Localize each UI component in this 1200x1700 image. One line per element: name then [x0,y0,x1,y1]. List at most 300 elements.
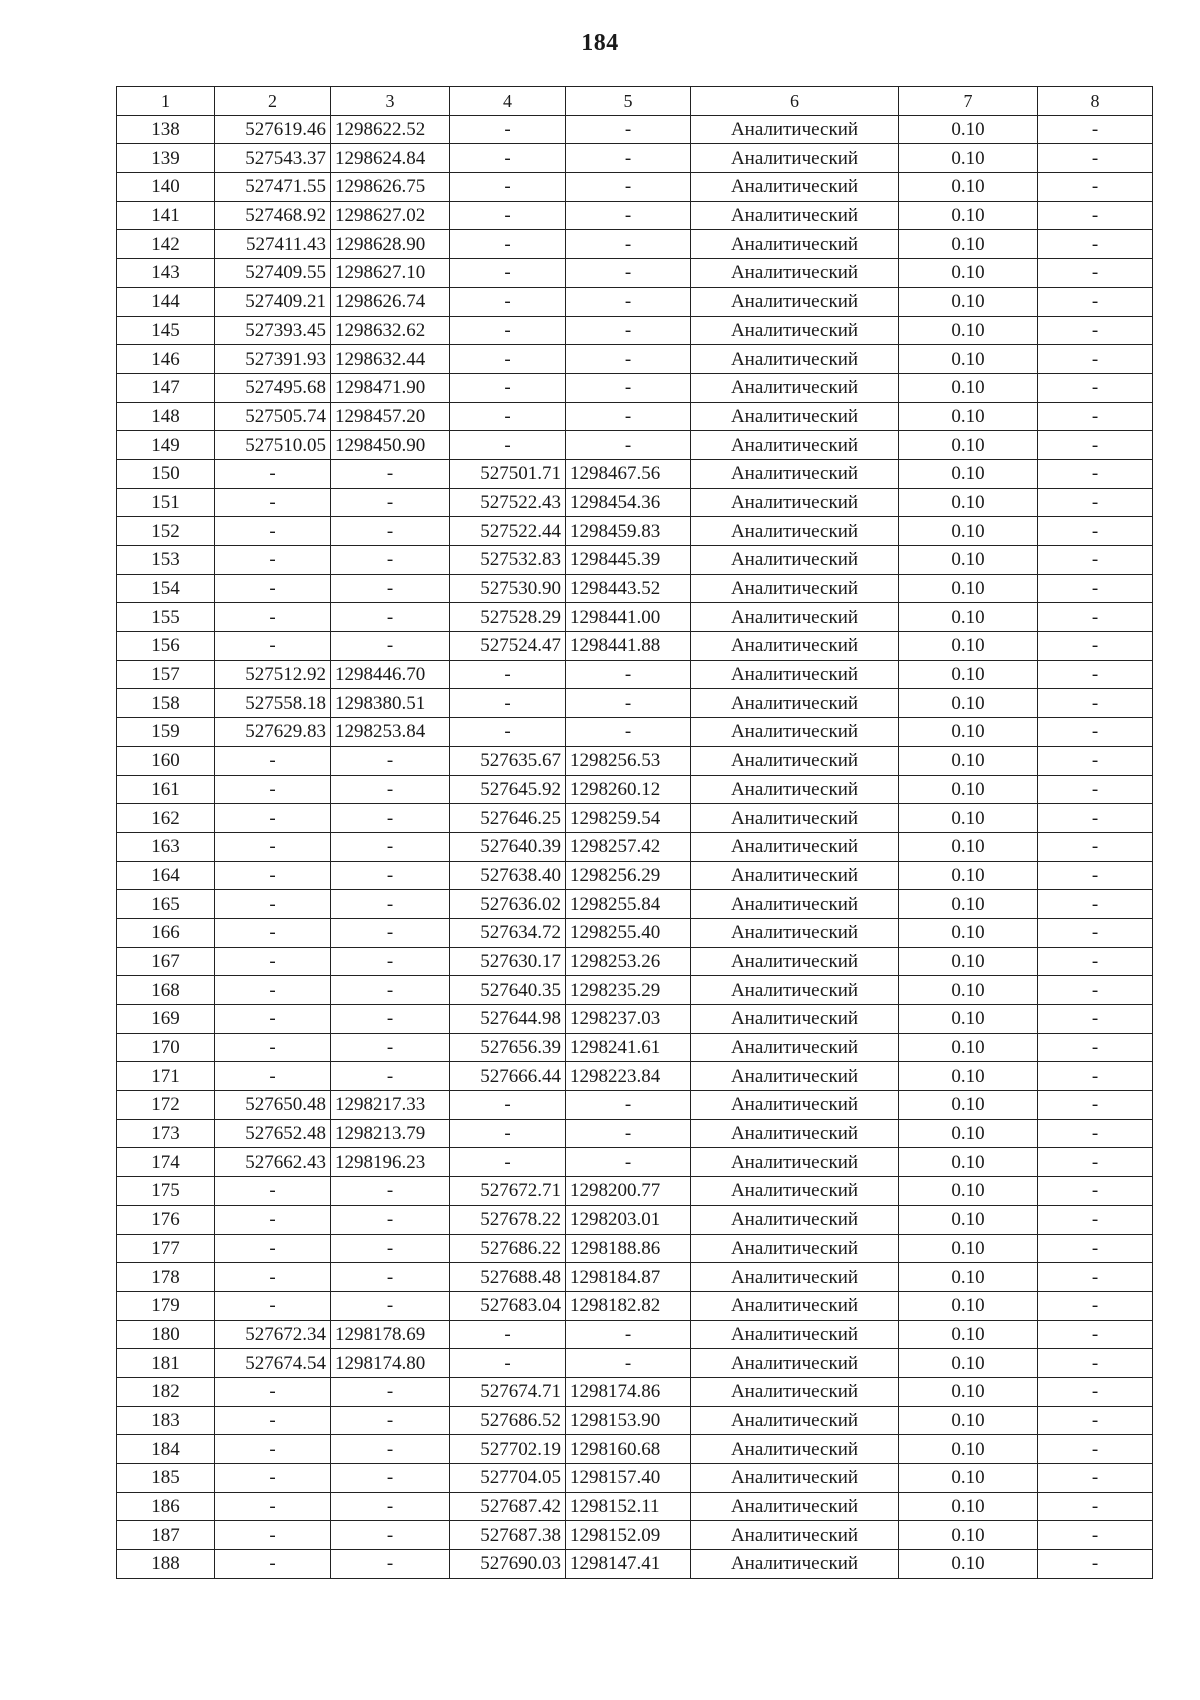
table-row [117,947,1153,976]
method-cell: Аналитический [691,804,899,833]
accuracy-cell: 0.10 [899,746,1038,775]
method-cell: Аналитический [691,488,899,517]
coord-x-existing-cell: 527510.05 [215,431,331,460]
coord-y-new-cell: - [566,1148,691,1177]
note-cell: - [1038,1062,1153,1091]
note-cell: - [1038,632,1153,661]
method-cell: Аналитический [691,431,899,460]
accuracy-cell: 0.10 [899,259,1038,288]
accuracy-cell: 0.10 [899,144,1038,173]
method-cell: Аналитический [691,632,899,661]
coord-y-new-cell: 1298200.77 [566,1177,691,1206]
coord-x-existing-cell: 527505.74 [215,402,331,431]
note-cell: - [1038,459,1153,488]
table-row [117,1234,1153,1263]
method-cell: Аналитический [691,947,899,976]
coord-x-new-cell: - [450,689,566,718]
accuracy-cell: 0.10 [899,1091,1038,1120]
coord-y-existing-cell: - [331,517,450,546]
column-header-3: 3 [331,87,450,116]
coordinates-table [116,86,1153,1579]
point-number-cell: 154 [117,574,215,603]
coord-x-new-cell: 527640.35 [450,976,566,1005]
table-row [117,1406,1153,1435]
coord-x-existing-cell: - [215,1205,331,1234]
coord-y-new-cell: - [566,259,691,288]
note-cell: - [1038,546,1153,575]
note-cell: - [1038,173,1153,202]
table-row [117,1148,1153,1177]
coord-y-new-cell: - [566,173,691,202]
coord-x-existing-cell: - [215,832,331,861]
coord-x-existing-cell: - [215,1033,331,1062]
table-row [117,918,1153,947]
point-number-cell: 151 [117,488,215,517]
coord-x-existing-cell: 527471.55 [215,173,331,202]
accuracy-cell: 0.10 [899,230,1038,259]
point-number-cell: 181 [117,1349,215,1378]
coord-y-existing-cell: - [331,1435,450,1464]
coord-x-new-cell: 527656.39 [450,1033,566,1062]
method-cell: Аналитический [691,775,899,804]
coord-y-new-cell: 1298153.90 [566,1406,691,1435]
note-cell: - [1038,660,1153,689]
point-number-cell: 188 [117,1550,215,1579]
point-number-cell: 144 [117,287,215,316]
note-cell: - [1038,115,1153,144]
coord-y-new-cell: - [566,402,691,431]
coord-y-existing-cell: 1298626.74 [331,287,450,316]
accuracy-cell: 0.10 [899,546,1038,575]
accuracy-cell: 0.10 [899,861,1038,890]
coord-x-new-cell: - [450,115,566,144]
method-cell: Аналитический [691,1177,899,1206]
table-row [117,345,1153,374]
coord-x-existing-cell: 527662.43 [215,1148,331,1177]
point-number-cell: 169 [117,1005,215,1034]
coord-y-existing-cell: - [331,1177,450,1206]
point-number-cell: 173 [117,1119,215,1148]
column-header-6: 6 [691,87,899,116]
method-cell: Аналитический [691,402,899,431]
point-number-cell: 164 [117,861,215,890]
coord-y-new-cell: - [566,1349,691,1378]
coord-x-existing-cell: - [215,775,331,804]
coord-y-new-cell: - [566,431,691,460]
accuracy-cell: 0.10 [899,517,1038,546]
coord-y-existing-cell: - [331,861,450,890]
coord-y-new-cell: - [566,345,691,374]
coord-x-new-cell: 527683.04 [450,1291,566,1320]
accuracy-cell: 0.10 [899,431,1038,460]
coord-y-new-cell: 1298152.09 [566,1521,691,1550]
accuracy-cell: 0.10 [899,115,1038,144]
point-number-cell: 145 [117,316,215,345]
note-cell: - [1038,689,1153,718]
table-row [117,832,1153,861]
coord-x-existing-cell: 527543.37 [215,144,331,173]
accuracy-cell: 0.10 [899,1435,1038,1464]
accuracy-cell: 0.10 [899,1062,1038,1091]
coord-x-new-cell: 527646.25 [450,804,566,833]
coord-y-existing-cell: 1298471.90 [331,373,450,402]
coord-y-new-cell: 1298157.40 [566,1464,691,1493]
accuracy-cell: 0.10 [899,890,1038,919]
table-header [117,87,1153,116]
method-cell: Аналитический [691,230,899,259]
point-number-cell: 163 [117,832,215,861]
note-cell: - [1038,1119,1153,1148]
table-row [117,804,1153,833]
accuracy-cell: 0.10 [899,832,1038,861]
coord-x-existing-cell: 527411.43 [215,230,331,259]
coord-x-existing-cell: - [215,1406,331,1435]
coord-y-existing-cell: - [331,1406,450,1435]
coord-y-existing-cell: 1298627.02 [331,201,450,230]
coord-x-existing-cell: - [215,488,331,517]
accuracy-cell: 0.10 [899,1464,1038,1493]
coord-x-new-cell: 527635.67 [450,746,566,775]
method-cell: Аналитический [691,115,899,144]
method-cell: Аналитический [691,1435,899,1464]
coord-y-existing-cell: - [331,1205,450,1234]
coord-y-new-cell: - [566,1320,691,1349]
accuracy-cell: 0.10 [899,1177,1038,1206]
method-cell: Аналитический [691,861,899,890]
note-cell: - [1038,1435,1153,1464]
note-cell: - [1038,1234,1153,1263]
coord-y-existing-cell: 1298174.80 [331,1349,450,1378]
accuracy-cell: 0.10 [899,1263,1038,1292]
coord-x-new-cell: - [450,1119,566,1148]
coord-x-existing-cell: 527672.34 [215,1320,331,1349]
accuracy-cell: 0.10 [899,632,1038,661]
method-cell: Аналитический [691,832,899,861]
note-cell: - [1038,201,1153,230]
method-cell: Аналитический [691,517,899,546]
coord-y-existing-cell: - [331,632,450,661]
note-cell: - [1038,1377,1153,1406]
table-row [117,488,1153,517]
coord-y-existing-cell: - [331,459,450,488]
accuracy-cell: 0.10 [899,1320,1038,1349]
method-cell: Аналитический [691,144,899,173]
accuracy-cell: 0.10 [899,804,1038,833]
note-cell: - [1038,1550,1153,1579]
coord-x-new-cell: 527530.90 [450,574,566,603]
method-cell: Аналитический [691,689,899,718]
coord-x-new-cell: 527674.71 [450,1377,566,1406]
coord-y-new-cell: 1298443.52 [566,574,691,603]
column-header-7: 7 [899,87,1038,116]
coord-x-existing-cell: 527409.21 [215,287,331,316]
column-header-4: 4 [450,87,566,116]
coord-x-new-cell: 527640.39 [450,832,566,861]
coord-x-existing-cell: 527393.45 [215,316,331,345]
note-cell: - [1038,316,1153,345]
coord-y-existing-cell: - [331,1550,450,1579]
method-cell: Аналитический [691,345,899,374]
point-number-cell: 150 [117,459,215,488]
note-cell: - [1038,918,1153,947]
method-cell: Аналитический [691,718,899,747]
method-cell: Аналитический [691,660,899,689]
coord-x-new-cell: 527645.92 [450,775,566,804]
method-cell: Аналитический [691,1205,899,1234]
method-cell: Аналитический [691,1464,899,1493]
accuracy-cell: 0.10 [899,459,1038,488]
coord-x-new-cell: - [450,1091,566,1120]
accuracy-cell: 0.10 [899,718,1038,747]
coord-y-existing-cell: 1298627.10 [331,259,450,288]
accuracy-cell: 0.10 [899,775,1038,804]
accuracy-cell: 0.10 [899,660,1038,689]
coord-y-existing-cell: - [331,746,450,775]
coord-x-existing-cell: - [215,1234,331,1263]
coord-x-new-cell: - [450,144,566,173]
point-number-cell: 160 [117,746,215,775]
coord-y-new-cell: - [566,689,691,718]
coord-x-new-cell: 527702.19 [450,1435,566,1464]
coord-x-new-cell: - [450,1148,566,1177]
accuracy-cell: 0.10 [899,373,1038,402]
coord-y-new-cell: 1298441.88 [566,632,691,661]
note-cell: - [1038,1205,1153,1234]
coord-x-existing-cell: - [215,459,331,488]
table-row [117,1521,1153,1550]
coord-y-new-cell: - [566,316,691,345]
coord-x-existing-cell: - [215,804,331,833]
coord-x-existing-cell: 527468.92 [215,201,331,230]
note-cell: - [1038,1406,1153,1435]
coord-y-new-cell: 1298174.86 [566,1377,691,1406]
accuracy-cell: 0.10 [899,201,1038,230]
point-number-cell: 152 [117,517,215,546]
method-cell: Аналитический [691,459,899,488]
table-row [117,1435,1153,1464]
note-cell: - [1038,976,1153,1005]
table-row [117,574,1153,603]
coord-x-new-cell: - [450,230,566,259]
point-number-cell: 184 [117,1435,215,1464]
method-cell: Аналитический [691,918,899,947]
coord-x-new-cell: - [450,718,566,747]
table-row [117,1177,1153,1206]
coord-x-existing-cell: - [215,1435,331,1464]
coord-x-new-cell: 527524.47 [450,632,566,661]
coord-x-new-cell: - [450,373,566,402]
point-number-cell: 176 [117,1205,215,1234]
table-row [117,144,1153,173]
point-number-cell: 174 [117,1148,215,1177]
coord-x-new-cell: 527666.44 [450,1062,566,1091]
accuracy-cell: 0.10 [899,1492,1038,1521]
coord-x-new-cell: - [450,316,566,345]
coord-x-new-cell: 527636.02 [450,890,566,919]
coord-y-new-cell: 1298223.84 [566,1062,691,1091]
point-number-cell: 182 [117,1377,215,1406]
coord-x-new-cell: 527638.40 [450,861,566,890]
method-cell: Аналитический [691,1492,899,1521]
table-row [117,1119,1153,1148]
table-row [117,115,1153,144]
table-row [117,259,1153,288]
coord-y-existing-cell: 1298632.44 [331,345,450,374]
coord-x-existing-cell: - [215,632,331,661]
point-number-cell: 155 [117,603,215,632]
coord-x-existing-cell: - [215,1492,331,1521]
coord-y-new-cell: 1298253.26 [566,947,691,976]
coord-y-existing-cell: - [331,488,450,517]
coord-x-new-cell: 527687.38 [450,1521,566,1550]
note-cell: - [1038,287,1153,316]
coord-y-existing-cell: - [331,1464,450,1493]
coord-y-new-cell: 1298259.54 [566,804,691,833]
coord-x-existing-cell: - [215,918,331,947]
point-number-cell: 165 [117,890,215,919]
note-cell: - [1038,488,1153,517]
table-row [117,1349,1153,1378]
coord-y-new-cell: 1298160.68 [566,1435,691,1464]
coord-x-new-cell: 527644.98 [450,1005,566,1034]
point-number-cell: 159 [117,718,215,747]
coord-y-new-cell: 1298256.29 [566,861,691,890]
coord-x-existing-cell: 527674.54 [215,1349,331,1378]
accuracy-cell: 0.10 [899,1550,1038,1579]
point-number-cell: 143 [117,259,215,288]
coord-y-existing-cell: - [331,775,450,804]
coord-y-existing-cell: - [331,1492,450,1521]
coord-y-new-cell: - [566,115,691,144]
method-cell: Аналитический [691,1521,899,1550]
table-row [117,230,1153,259]
point-number-cell: 171 [117,1062,215,1091]
point-number-cell: 167 [117,947,215,976]
note-cell: - [1038,1263,1153,1292]
coord-y-existing-cell: - [331,1005,450,1034]
note-cell: - [1038,230,1153,259]
note-cell: - [1038,1492,1153,1521]
coord-y-new-cell: 1298203.01 [566,1205,691,1234]
coord-y-new-cell: - [566,287,691,316]
coord-y-existing-cell: 1298622.52 [331,115,450,144]
method-cell: Аналитический [691,1349,899,1378]
coord-x-new-cell: - [450,287,566,316]
accuracy-cell: 0.10 [899,316,1038,345]
coord-y-existing-cell: 1298380.51 [331,689,450,718]
accuracy-cell: 0.10 [899,173,1038,202]
coord-x-existing-cell: - [215,1005,331,1034]
method-cell: Аналитический [691,373,899,402]
accuracy-cell: 0.10 [899,1148,1038,1177]
coord-y-existing-cell: - [331,1377,450,1406]
coord-x-new-cell: 527522.44 [450,517,566,546]
accuracy-cell: 0.10 [899,1349,1038,1378]
table-row [117,546,1153,575]
point-number-cell: 185 [117,1464,215,1493]
point-number-cell: 187 [117,1521,215,1550]
point-number-cell: 147 [117,373,215,402]
coord-y-existing-cell: 1298213.79 [331,1119,450,1148]
coord-y-existing-cell: - [331,1291,450,1320]
coord-y-new-cell: 1298182.82 [566,1291,691,1320]
coord-y-new-cell: 1298441.00 [566,603,691,632]
note-cell: - [1038,1521,1153,1550]
table-row [117,775,1153,804]
table-row [117,1263,1153,1292]
coord-x-new-cell: - [450,345,566,374]
coord-y-new-cell: 1298255.40 [566,918,691,947]
coord-x-new-cell: 527690.03 [450,1550,566,1579]
column-header-2: 2 [215,87,331,116]
method-cell: Аналитический [691,1119,899,1148]
coord-x-existing-cell: 527391.93 [215,345,331,374]
accuracy-cell: 0.10 [899,1119,1038,1148]
note-cell: - [1038,1148,1153,1177]
point-number-cell: 161 [117,775,215,804]
coord-x-existing-cell: 527495.68 [215,373,331,402]
coord-y-new-cell: 1298147.41 [566,1550,691,1579]
method-cell: Аналитический [691,1320,899,1349]
coord-y-existing-cell: - [331,546,450,575]
coord-x-new-cell: - [450,431,566,460]
coord-x-existing-cell: - [215,1550,331,1579]
coord-y-existing-cell: 1298628.90 [331,230,450,259]
point-number-cell: 179 [117,1291,215,1320]
table-row [117,746,1153,775]
coord-x-new-cell: 527634.72 [450,918,566,947]
coord-y-new-cell: - [566,230,691,259]
accuracy-cell: 0.10 [899,976,1038,1005]
note-cell: - [1038,1464,1153,1493]
accuracy-cell: 0.10 [899,947,1038,976]
coord-y-existing-cell: 1298626.75 [331,173,450,202]
table-row [117,373,1153,402]
accuracy-cell: 0.10 [899,345,1038,374]
point-number-cell: 183 [117,1406,215,1435]
note-cell: - [1038,1349,1153,1378]
coord-y-new-cell: - [566,373,691,402]
accuracy-cell: 0.10 [899,918,1038,947]
coord-x-existing-cell: 527409.55 [215,259,331,288]
coord-y-new-cell: 1298454.36 [566,488,691,517]
table-row [117,1205,1153,1234]
coord-y-existing-cell: - [331,1062,450,1091]
note-cell: - [1038,1177,1153,1206]
table-row [117,1062,1153,1091]
coord-x-existing-cell: - [215,1291,331,1320]
method-cell: Аналитический [691,1062,899,1091]
coord-x-existing-cell: - [215,976,331,1005]
accuracy-cell: 0.10 [899,488,1038,517]
coord-x-existing-cell: - [215,861,331,890]
note-cell: - [1038,574,1153,603]
method-cell: Аналитический [691,316,899,345]
table-row [117,1320,1153,1349]
coord-x-existing-cell: 527512.92 [215,660,331,689]
page-number: 184 [581,30,619,56]
table-row [117,861,1153,890]
method-cell: Аналитический [691,746,899,775]
note-cell: - [1038,804,1153,833]
coord-y-existing-cell: - [331,890,450,919]
coord-x-existing-cell: 527629.83 [215,718,331,747]
note-cell: - [1038,1291,1153,1320]
coord-y-new-cell: - [566,201,691,230]
coord-y-new-cell: - [566,1091,691,1120]
accuracy-cell: 0.10 [899,1033,1038,1062]
coord-x-existing-cell: - [215,603,331,632]
